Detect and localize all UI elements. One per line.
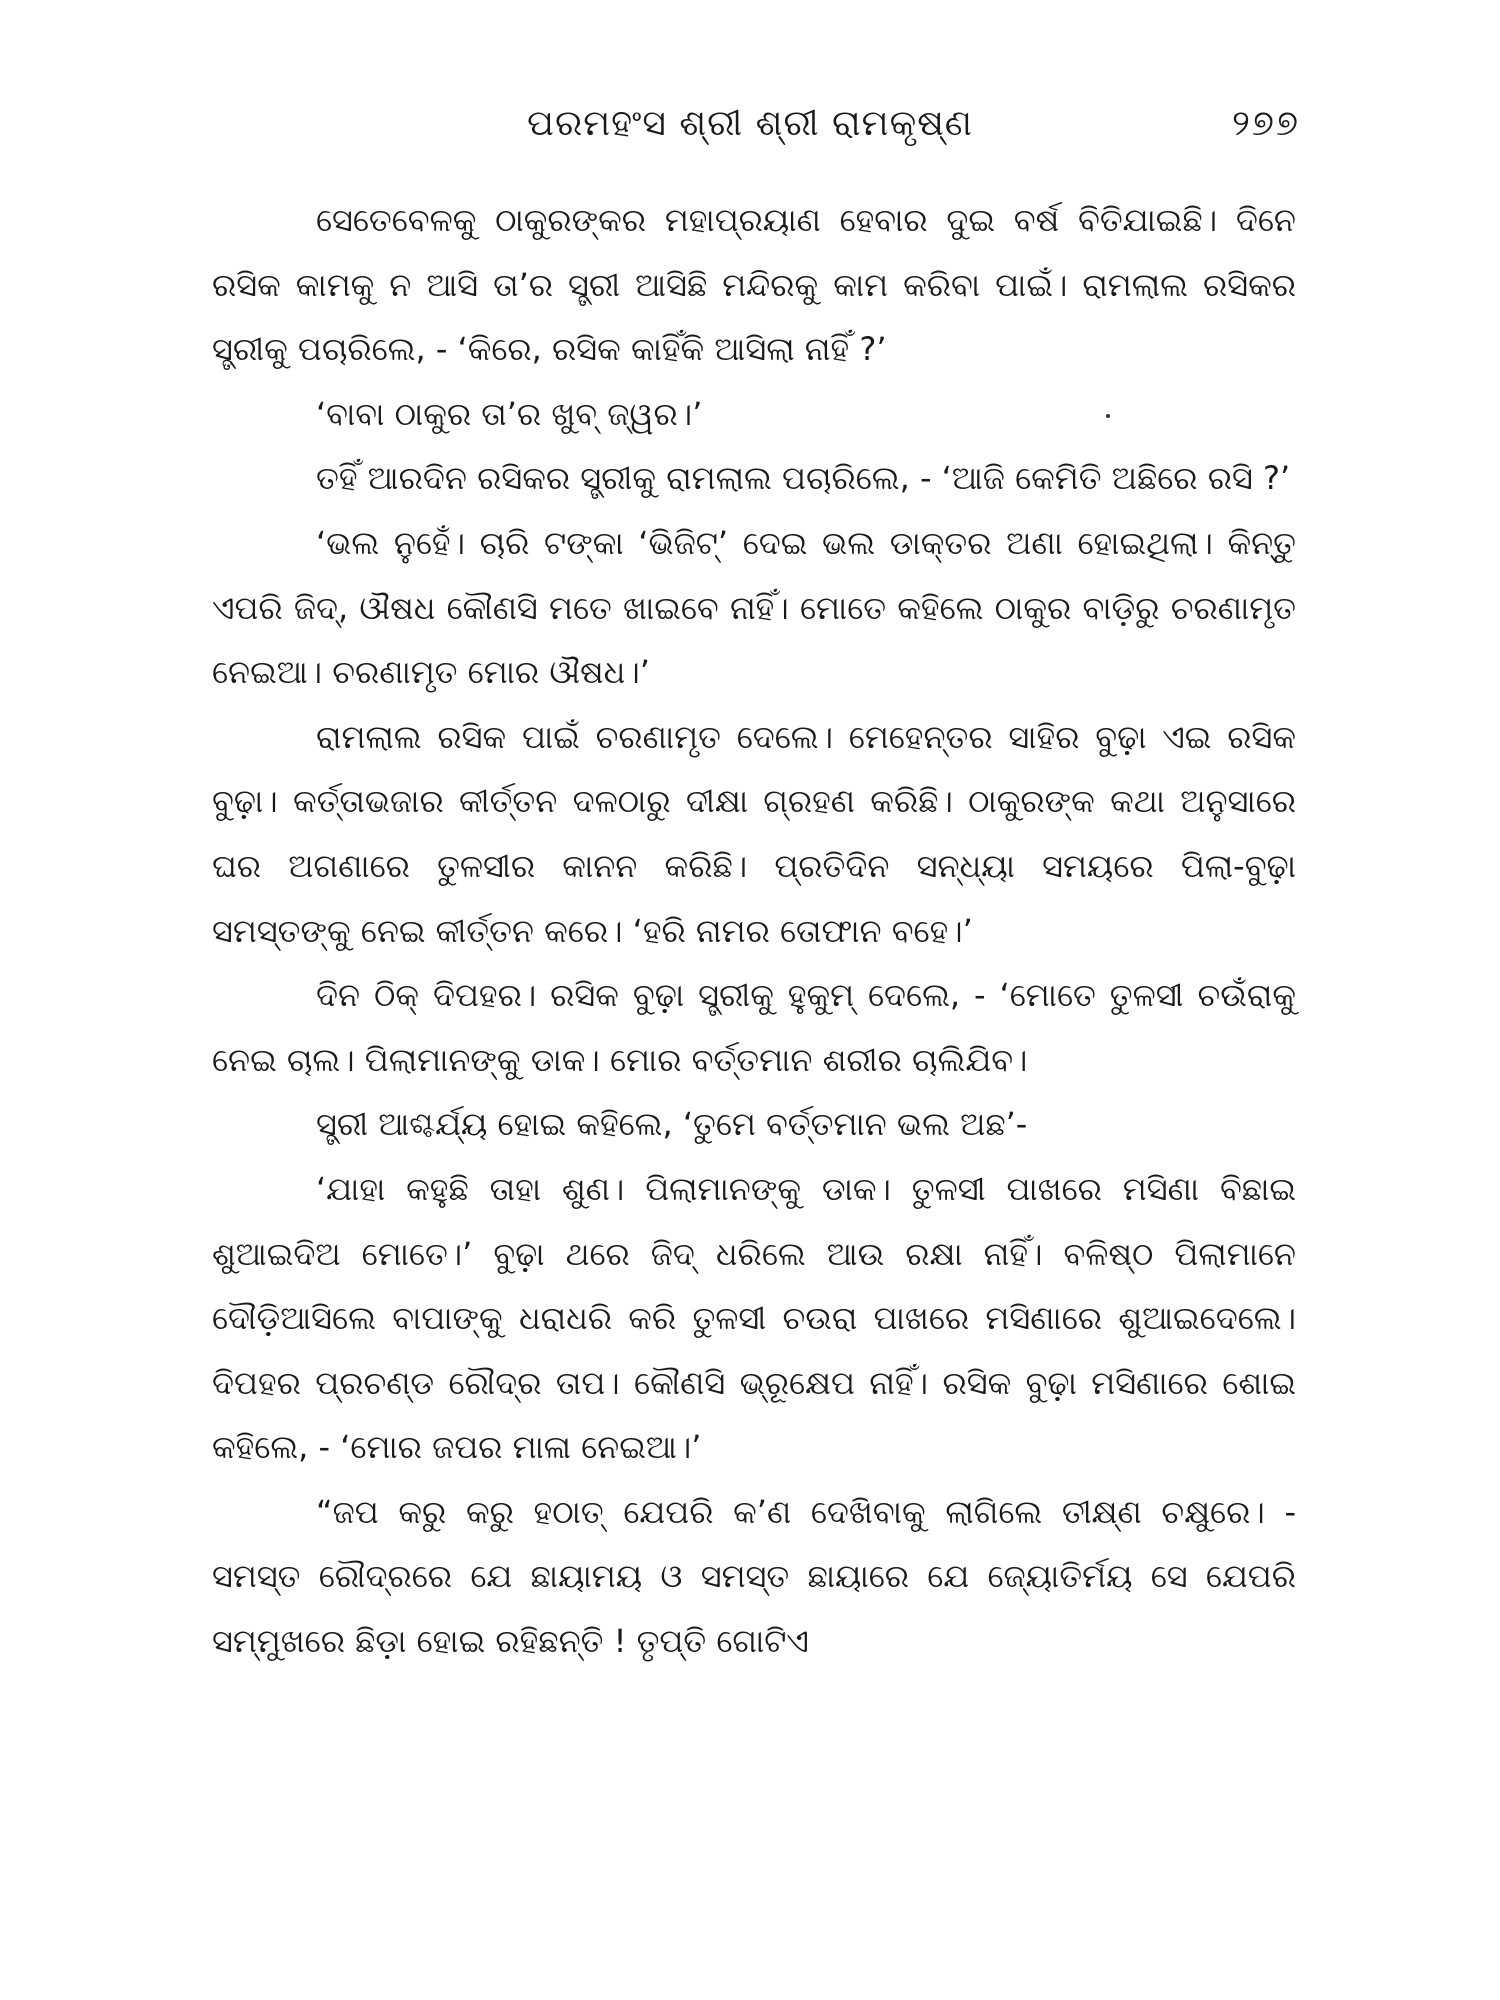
page-number: ୨୭୭ xyxy=(1232,103,1300,144)
running-head xyxy=(200,94,1300,154)
paragraph: ରାମଲାଲ ରସିକ ପାଇଁ ଚରଣାମୃତ ଦେଲେ। ମେହେନ୍ତର ସାହିର ବୁଢ଼ା ଏଇ ରସିକ ବୁଢ଼ା। କର୍ତ୍ତାଭଜାର କୀର୍ତ୍ତନ ଦଳଠାରୁ ଦୀକ୍ଷା ଗ୍ରହଣ କରିଛି। ଠାକୁରଙ୍କ କଥା ଅନୁସାରେ ଘର ଅଗଣାରେ ତୁଳସୀର କାନନ କରିଛି। ପ୍ରତିଦିନ ସନ୍ଧ୍ୟା ସମୟରେ ପିଲା-ବୁଢ଼ା ସମସ୍ତଙ୍କୁ ନେଇ କୀର୍ତ୍ତନ କରେ। ‘ହରି ନାମର ତୋଫାନ ବହେ।’ xyxy=(212,717,1296,950)
paragraph: “ଜପ କରୁ କରୁ ହଠାତ୍ ଯେପରି କ’ଣ ଦେଖିବାକୁ ଲାଗିଲେ ତୀକ୍ଷ୍ଣ ଚକ୍ଷୁରେ। - ସମସ୍ତ ରୌଦ୍ରରେ ଯେ ଛାୟାମୟ ଓ ସମସ୍ତ ଛାୟାରେ ଯେ ଜ୍ୟୋତିର୍ମୟ ସେ ଯେପରି ସମ୍ମୁଖରେ ଛିଡ଼ା ହୋଇ ରହିଛନ୍ତି ! ତୃପ୍ତି ଗୋଟିଏ xyxy=(212,1492,1296,1661)
paragraph: ‘ଭଲ ନୁହେଁ। ଚାରି ଟଙ୍କା ‘ଭିଜିଟ୍’ ଦେଇ ଭଲ ଡାକ୍ତର ଅଣା ହୋଇଥିଲା। କିନ୍ତୁ ଏପରି ଜିଦ୍, ଔଷଧ କୌଣସି ମତେ ଖାଇବେ ନାହିଁ। ମୋତେ କହିଲେ ଠାକୁର ବାଡ଼ିରୁ ଚରଣାମୃତ ନେଇଆ। ଚରଣାମୃତ ମୋର ଔଷଧ।’ xyxy=(212,523,1296,692)
paragraph: ତହିଁ ଆରଦିନ ରସିକର ସ୍ତ୍ରୀକୁ ରାମଲାଲ ପଚାରିଲେ, - ‘ଆଜି କେମିତି ଅଛିରେ ରସି ?’ xyxy=(316,459,1291,498)
body-text xyxy=(212,188,1296,1674)
page-title: ପରମହଂସ ଶ୍ରୀ ଶ୍ରୀ ରାମକୃଷ୍ଣ xyxy=(527,103,973,144)
paragraph: ‘ବାବା ଠାକୁର ତା’ର ଖୁବ୍ ଜ୍ୱର।’ xyxy=(316,394,703,433)
paragraph: ସ୍ତ୍ରୀ ଆଶ୍ଚର୍ଯ୍ୟ ହୋଇ କହିଲେ, ‘ତୁମେ ବର୍ତ୍ତମାନ ଭଲ ଅଛ’- xyxy=(316,1105,1028,1144)
paragraph: ଦିନ ଠିକ୍ ଦିପହର। ରସିକ ବୁଢ଼ା ସ୍ତ୍ରୀକୁ ହୁକୁମ୍ ଦେଲେ, - ‘ମୋତେ ତୁଳସୀ ଚଉଁରାକୁ ନେଇ ଚାଲ। ପିଲାମାନଙ୍କୁ ଡାକ। ମୋର ବର୍ତ୍ତମାନ ଶରୀର ଚାଲିଯିବ। xyxy=(212,976,1296,1079)
print-speck xyxy=(1106,414,1110,418)
paragraph: ସେତେବେଳକୁ ଠାକୁରଙ୍କର ମହାପ୍ରୟାଣ ହେବାର ଦୁଇ ବର୍ଷ ବିତିଯାଇଛି। ଦିନେ ରସିକ କାମକୁ ନ ଆସି ତା’ର ସ୍ତ୍ରୀ ଆସିଛି ମନ୍ଦିରକୁ କାମ କରିବା ପାଇଁ। ରାମଲାଲ ରସିକର ସ୍ତ୍ରୀକୁ ପଚାରିଲେ, - ‘କିରେ, ରସିକ କାହିଁକି ଆସିଲା ନାହିଁ ?’ xyxy=(212,201,1296,369)
paragraph: ‘ଯାହା କହୁଛି ତାହା ଶୁଣ। ପିଲାମାନଙ୍କୁ ଡାକ। ତୁଳସୀ ପାଖରେ ମସିଣା ବିଛାଇ ଶୁଆଇଦିଅ ମୋତେ।’ ବୁଢ଼ା ଥରେ ଜିଦ୍ ଧରିଲେ ଆଉ ରକ୍ଷା ନାହିଁ। ବଳିଷ୍ଠ ପିଲାମାନେ ଦୌଡ଼ିଆସିଲେ ବାପାଙ୍କୁ ଧରାଧରି କରି ତୁଳସୀ ଚଉରା ପାଖରେ ମସିଣାରେ ଶୁଆଇଦେଲେ। ଦିପହର ପ୍ରଚଣ୍ଡ ରୌଦ୍ର ତାପ। କୌଣସି ଭ୍ରୂକ୍ଷେପ ନାହିଁ। ରସିକ ବୁଢ଼ା ମସିଣାରେ ଶୋଇ କହିଲେ, - ‘ମୋର ଜପର ମାଳା ନେଇଆ।’ xyxy=(212,1169,1296,1467)
